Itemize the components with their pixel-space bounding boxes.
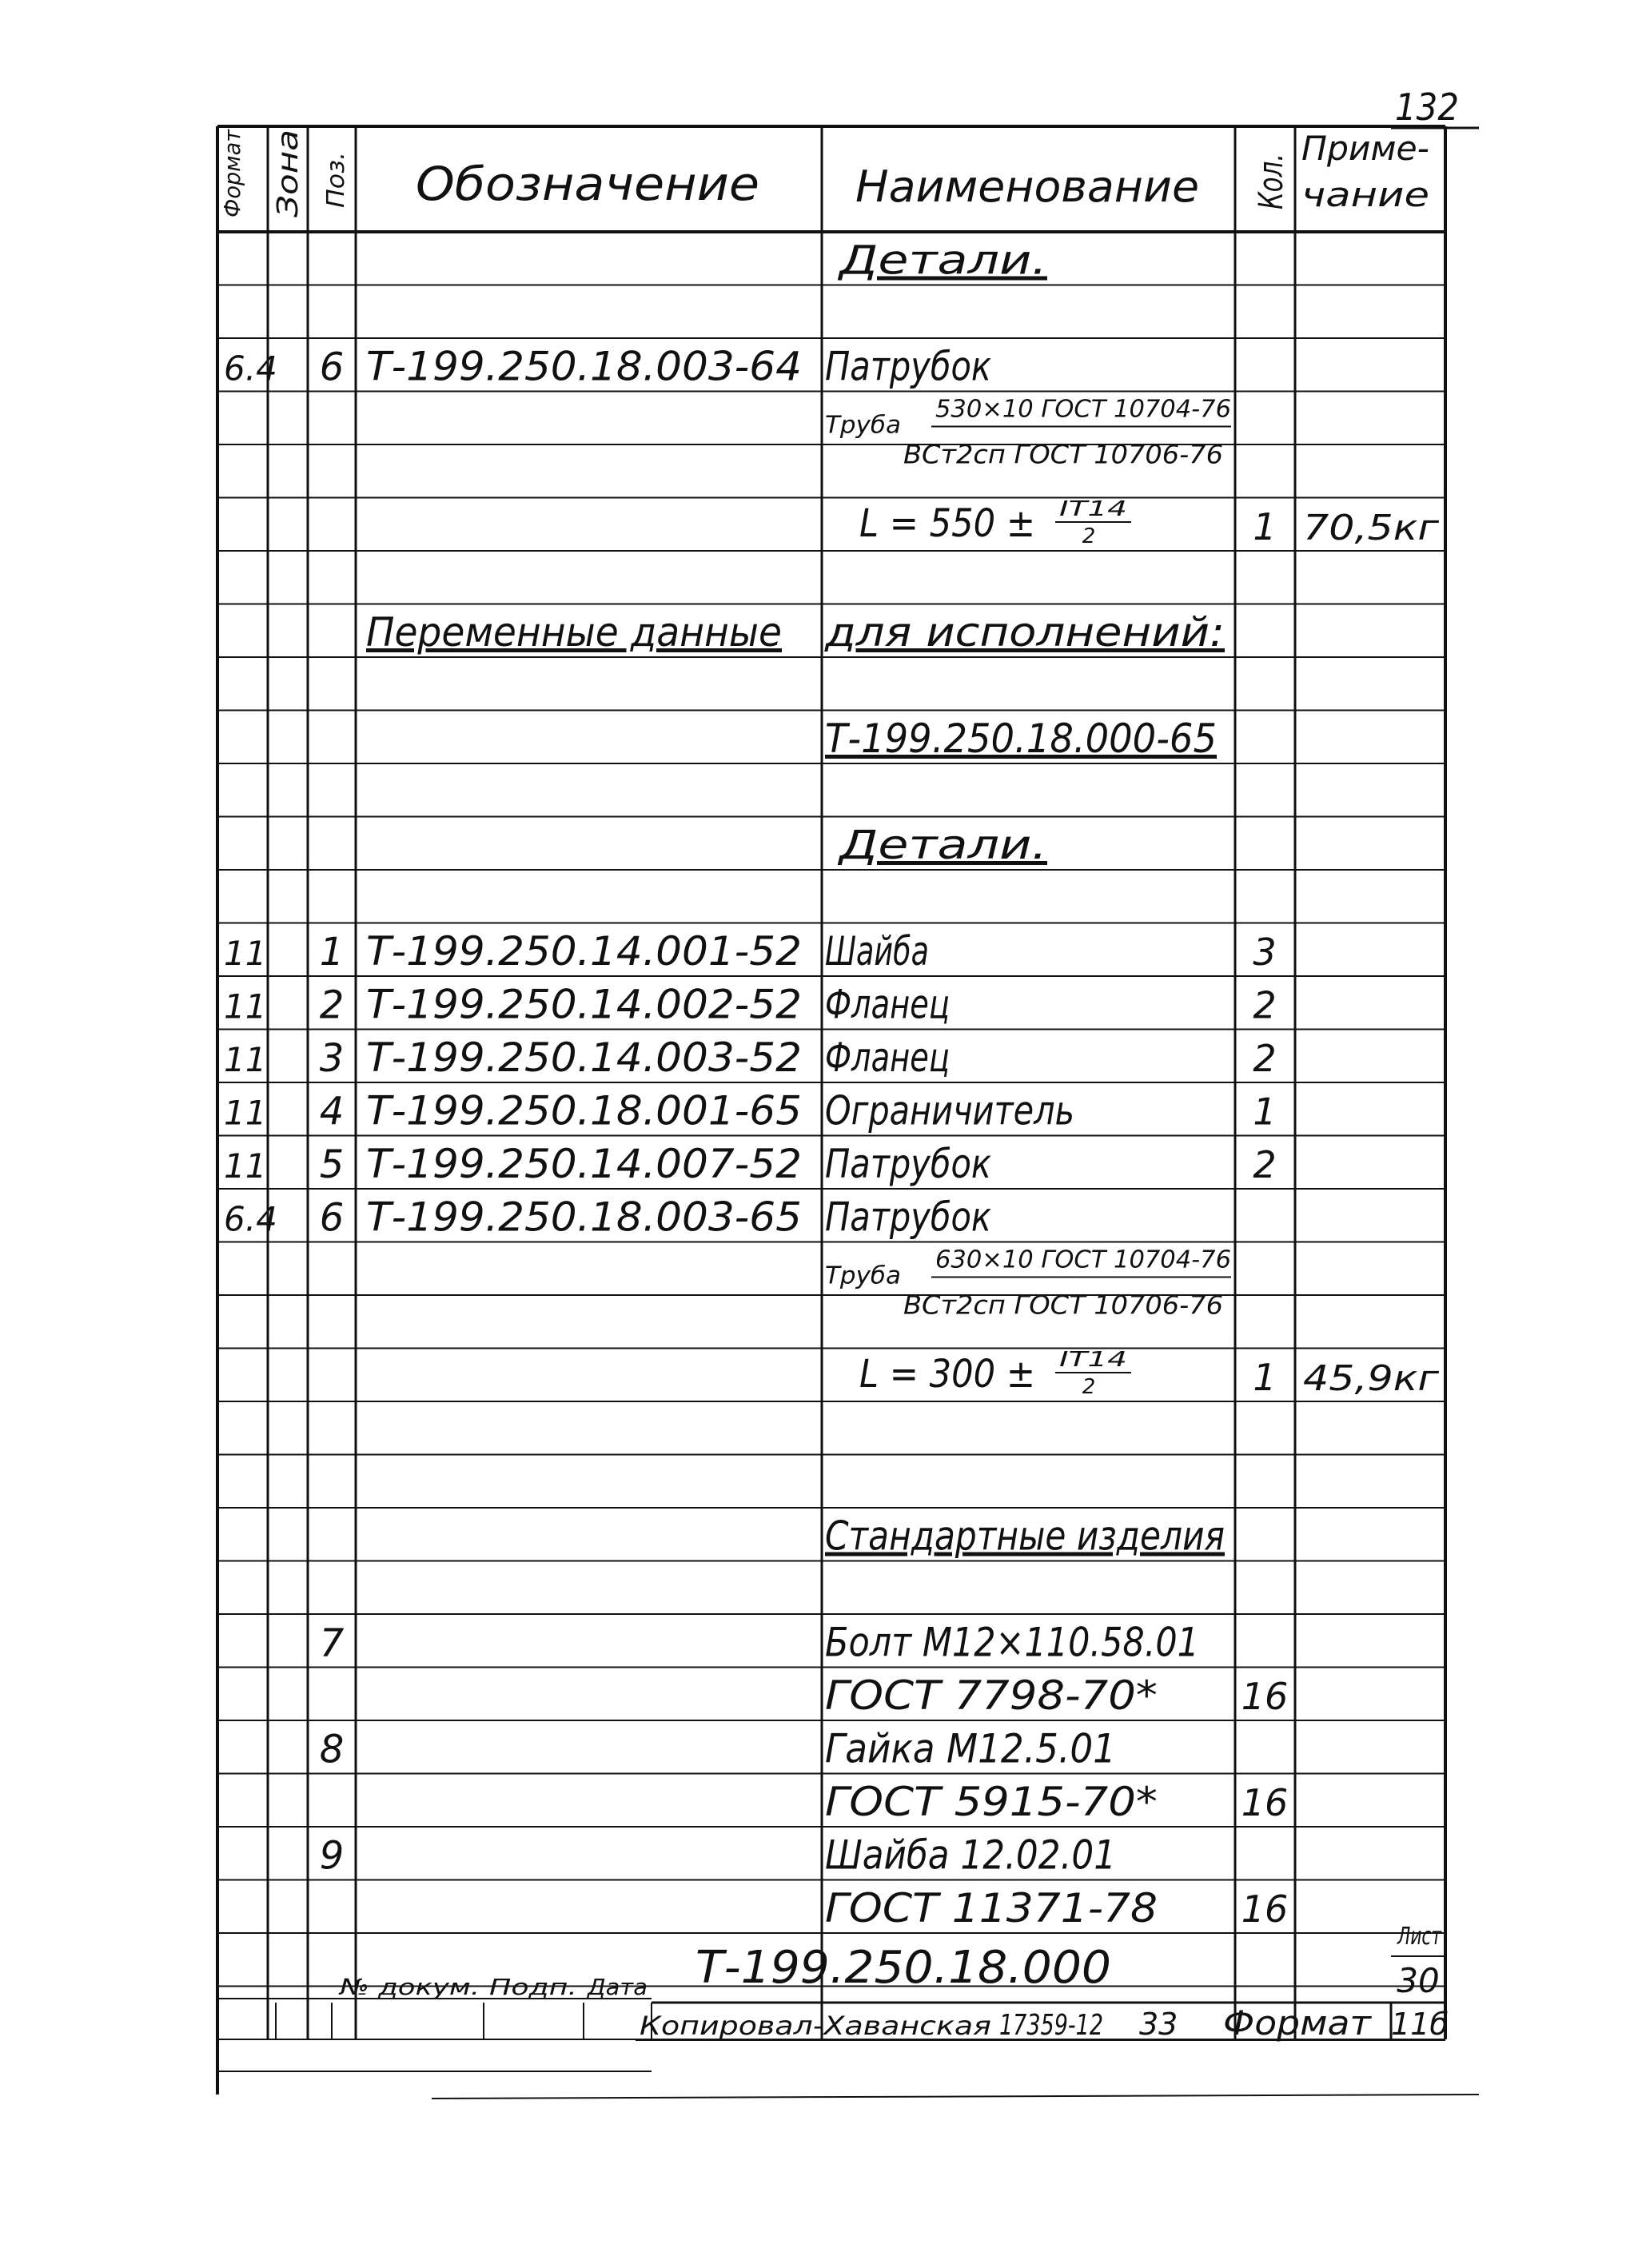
- pipe-denominator: ВСт2сп ГОСТ 10706-76: [903, 1289, 1223, 1321]
- header-zone: Зона: [272, 145, 305, 217]
- row-qty: 2: [1253, 983, 1277, 1027]
- row-pos: 6: [319, 345, 345, 390]
- row-pos: 4: [319, 1089, 345, 1134]
- row-format: 11: [224, 1040, 267, 1079]
- table-text-layer: [219, 86, 1459, 2043]
- row-qty: 1: [1253, 1356, 1277, 1399]
- row-note: 45,9кг: [1303, 1358, 1441, 1399]
- row-name: Патрубок: [825, 1194, 991, 1241]
- row-designation: Т-199.250.14.002-52: [366, 981, 802, 1028]
- row-designation: Т-199.250.14.007-52: [366, 1141, 802, 1187]
- section-heading-left: Переменные данные: [366, 609, 782, 656]
- row-name: ГОСТ 7798-70*: [825, 1672, 1158, 1719]
- row-name: Фланец: [825, 981, 950, 1028]
- row-pos: 8: [319, 1727, 345, 1772]
- pipe-tolerance-num: IT14: [1059, 497, 1127, 521]
- row-pos: 3: [319, 1036, 345, 1081]
- row-note: 70,5кг: [1303, 508, 1441, 548]
- row-pos: 6: [319, 1195, 345, 1241]
- format-label: Формат: [1223, 2003, 1373, 2043]
- section-heading: Детали.: [837, 237, 1047, 284]
- row-name: ГОСТ 5915-70*: [825, 1779, 1158, 1825]
- row-name: Гайка М12.5.01: [825, 1725, 1116, 1772]
- pipe-word: Труба: [825, 411, 901, 440]
- row-pos: 1: [319, 930, 345, 975]
- row-qty: 2: [1253, 1143, 1277, 1186]
- row-qty: 2: [1253, 1037, 1277, 1080]
- row-name: Ограничитель: [825, 1087, 1074, 1134]
- row-name: ГОСТ 11371-78: [825, 1885, 1158, 1931]
- col-doc-label: № докум.: [337, 1974, 480, 2000]
- row-format: 6.4: [224, 349, 277, 389]
- header-name: Наименование: [855, 161, 1199, 212]
- row-qty: 3: [1253, 931, 1277, 974]
- pipe-numerator: 530×10 ГОСТ 10704-76: [935, 395, 1231, 424]
- section-heading: для исполнений:: [823, 609, 1225, 656]
- row-name: Болт М12×110.58.01: [825, 1619, 1199, 1666]
- section-heading: Детали.: [837, 822, 1047, 868]
- row-name: Шайба: [825, 928, 929, 975]
- row-format: 11: [224, 987, 267, 1026]
- header-format: Формат: [219, 126, 245, 217]
- row-pos: 7: [319, 1620, 345, 1666]
- pipe-word: Труба: [825, 1262, 901, 1290]
- sheet-value: 30: [1397, 1961, 1440, 2000]
- pipe-length: L = 300 ±: [859, 1352, 1035, 1397]
- row-designation: Т-199.250.18.003-65: [366, 1194, 802, 1241]
- section-heading: Т-199.250.18.000-65: [825, 715, 1217, 762]
- row-format: 11: [224, 1093, 267, 1133]
- pipe-numerator: 630×10 ГОСТ 10704-76: [935, 1246, 1231, 1274]
- row-name: Шайба 12.02.01: [825, 1832, 1116, 1879]
- row-qty: 1: [1253, 1090, 1277, 1134]
- row-format: 11: [224, 934, 267, 973]
- row-designation: Т-199.250.14.001-52: [366, 928, 802, 975]
- sheet-label: Лист: [1397, 1923, 1443, 1951]
- row-pos: 9: [319, 1833, 345, 1879]
- row-qty: 1: [1253, 505, 1277, 548]
- pipe-length: L = 550 ±: [859, 501, 1035, 546]
- col-sign-label: Подп.: [489, 1974, 577, 2000]
- pipe-tolerance-num: IT14: [1059, 1348, 1127, 1372]
- copied-by: Копировал-Хаванская: [640, 2011, 991, 2041]
- row-qty: 16: [1241, 1675, 1289, 1718]
- row-qty: 16: [1241, 1781, 1289, 1824]
- row-name: Фланец: [825, 1034, 950, 1081]
- row-format: 11: [224, 1146, 267, 1186]
- header-note-line2: чание: [1301, 175, 1429, 214]
- row-name: Патрубок: [825, 343, 991, 390]
- document-code: Т-199.250.18.000: [695, 1942, 1111, 1994]
- row-designation: Т-199.250.14.003-52: [366, 1034, 802, 1081]
- row-format: 6.4: [224, 1199, 277, 1239]
- format-value: 11б: [1391, 2007, 1449, 2042]
- bottom-trim-line: [432, 2095, 1479, 2099]
- footer-page-number: 33: [1139, 2007, 1178, 2042]
- header-designation: Обозначение: [416, 157, 759, 211]
- header-pos: Поз.: [322, 154, 350, 208]
- col-date-label: Дата: [585, 1974, 648, 2000]
- row-designation: Т-199.250.18.003-64: [366, 343, 802, 390]
- top-sheet-number: 132: [1395, 86, 1459, 129]
- row-designation: Т-199.250.18.001-65: [366, 1087, 802, 1134]
- section-heading: Стандартные изделия: [825, 1513, 1225, 1560]
- pipe-tolerance-den: 2: [1082, 1375, 1096, 1399]
- row-qty: 16: [1241, 1887, 1289, 1931]
- row-name: Патрубок: [825, 1141, 991, 1187]
- header-qty: Кол.: [1251, 133, 1290, 209]
- order-number: 17359-12: [999, 2009, 1103, 2042]
- pipe-tolerance-den: 2: [1082, 524, 1096, 548]
- pipe-denominator: ВСт2сп ГОСТ 10706-76: [903, 439, 1223, 470]
- row-pos: 2: [319, 983, 345, 1028]
- header-note-line1: Приме-: [1301, 129, 1429, 168]
- row-pos: 5: [319, 1142, 345, 1187]
